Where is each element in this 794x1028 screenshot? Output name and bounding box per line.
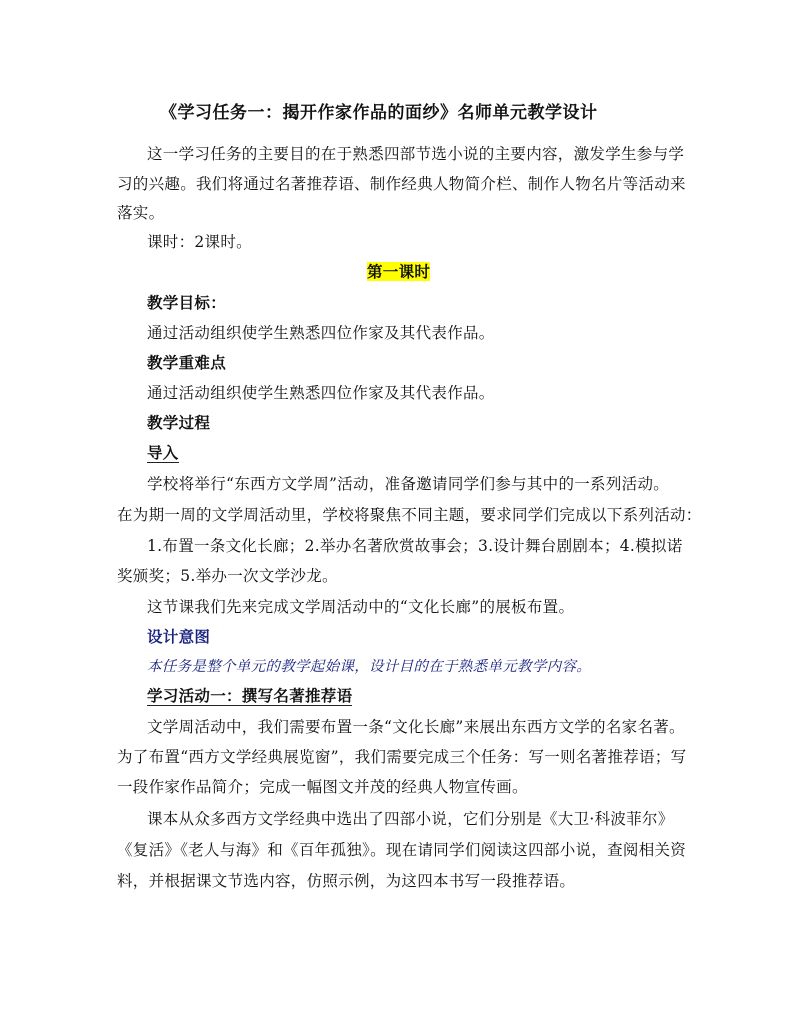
intro-paragraph-line: 落实。: [117, 204, 165, 222]
lesson-heading-text: 第一课时: [367, 262, 431, 281]
textbook-paragraph-line: 《复活》《老人与海》和《百年孤独》。现在请同学们阅读这四部小说，查阅相关资: [117, 841, 687, 859]
page-title: 《学习任务一：揭开作家作品的面纱》名师单元教学设计: [160, 103, 598, 123]
textbook-paragraph-line: 料，并根据课文节选内容，仿照示例，为这四本书写一段推荐语。: [117, 872, 576, 890]
process-heading: 教学过程: [147, 413, 211, 432]
activity1-heading-text: 学习活动一：撰写名著推荐语: [147, 686, 353, 705]
goal-text: 通过活动组织使学生熟悉四位作家及其代表作品。: [147, 324, 495, 342]
activity1-heading: [147, 686, 352, 706]
design-text: 本任务是整个单元的教学起始课，设计目的在于熟悉单元教学内容。: [147, 659, 591, 675]
lead-paragraph-line: 学校将举行“东西方文学周”活动，准备邀请同学们参与其中的一系列活动。: [147, 475, 670, 493]
intro-heading-text: 导入: [147, 443, 179, 462]
lesson-heading: [367, 262, 430, 282]
intro-heading: [147, 443, 179, 463]
difficulty-heading: 教学重难点: [147, 353, 227, 372]
activity1-paragraph-line: 一段作家作品简介；完成一幅图文并茂的经典人物宣传画。: [117, 778, 528, 796]
activities-list-line: 奖颁奖；5.举办一次文学沙龙。: [117, 567, 338, 585]
difficulty-text: 通过活动组织使学生熟悉四位作家及其代表作品。: [147, 384, 495, 402]
activity1-paragraph-line: 为了布置“西方文学经典展览窗”，我们需要完成三个任务：写一则名著推荐语；写: [117, 748, 687, 766]
textbook-paragraph-line: 课本从众多西方文学经典中选出了四部小说，它们分别是《大卫·科波菲尔》: [147, 810, 674, 828]
design-heading: 设计意图: [147, 627, 211, 646]
this-lesson-text: 这节课我们先来完成文学周活动中的“文化长廊”的展板布置。: [147, 598, 575, 616]
activity1-paragraph-line: 文学周活动中，我们需要布置一条“文化长廊”来展出东西方文学的名家名著。: [147, 718, 685, 736]
goal-heading: 教学目标：: [147, 293, 227, 312]
class-hours: 课时：2课时。: [147, 233, 252, 251]
intro-paragraph-line: 习的兴趣。我们将通过名著推荐语、制作经典人物简介栏、制作人物名片等活动来: [117, 175, 686, 193]
lead-paragraph-line: 在为期一周的文学周活动里，学校将聚焦不同主题，要求同学们完成以下系列活动：: [117, 506, 702, 524]
activities-list-line: 1.布置一条文化长廊；2.举办名著欣赏故事会；3.设计舞台剧剧本；4.模拟诺: [147, 537, 683, 555]
intro-paragraph-line: 这一学习任务的主要目的在于熟悉四部节选小说的主要内容，激发学生参与学: [147, 145, 685, 163]
